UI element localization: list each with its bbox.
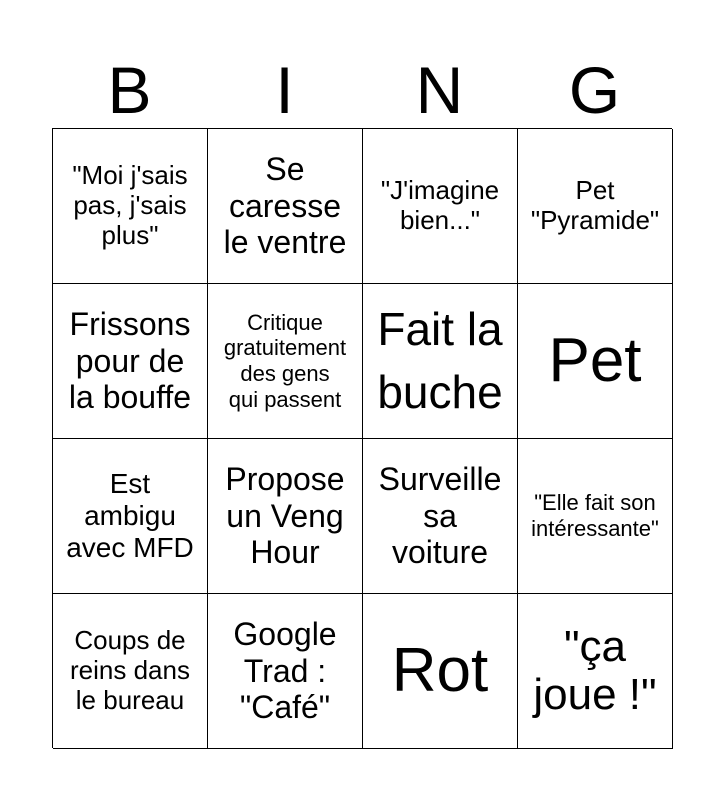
bingo-cell-r4c2[interactable] — [208, 594, 363, 749]
bingo-board — [52, 128, 672, 748]
bingo-cell-r3c1[interactable] — [53, 439, 208, 594]
bingo-cell-r3c2[interactable] — [208, 439, 363, 594]
cell-label: "Moi j'sais pas, j'sais plus" — [72, 160, 188, 250]
bingo-cell-r2c1[interactable] — [53, 284, 208, 439]
bingo-cell-r2c3[interactable] — [363, 284, 518, 439]
bingo-header — [52, 52, 672, 128]
cell-label: Fait la buche — [377, 302, 503, 418]
cell-label: Google Trad : "Café" — [233, 615, 337, 726]
cell-label: "Elle fait son intéressante" — [531, 490, 659, 541]
bingo-cell-r3c3[interactable] — [363, 439, 518, 594]
cell-label: Frissons pour de la bouffe — [68, 305, 192, 416]
header-letter-i: I — [275, 53, 294, 127]
header-letter-b: B — [107, 53, 152, 127]
cell-label: Pet "Pyramide" — [530, 175, 660, 235]
bingo-cell-r4c4[interactable] — [518, 594, 673, 749]
bingo-cell-r2c4[interactable] — [518, 284, 673, 439]
cell-label: Surveille sa voiture — [378, 460, 502, 571]
bingo-cell-r4c3[interactable] — [363, 594, 518, 749]
cell-label: Propose un Veng Hour — [225, 460, 345, 571]
cell-label: Critique gratuitement des gens qui passent — [223, 309, 347, 412]
cell-label: "J'imagine bien..." — [380, 175, 500, 235]
cell-label: Est ambigu avec MFD — [66, 467, 194, 564]
bingo-cell-r1c2[interactable] — [208, 129, 363, 284]
bingo-cell-r2c2[interactable] — [208, 284, 363, 439]
bingo-cell-r1c1[interactable] — [53, 129, 208, 284]
cell-label: Se caresse le ventre — [223, 150, 347, 261]
bingo-cell-r4c1[interactable] — [53, 594, 208, 749]
cell-label: "ça joue !" — [533, 621, 657, 719]
header-letter-n: N — [415, 53, 464, 127]
cell-label: Pet — [548, 325, 642, 395]
bingo-cell-r1c4[interactable] — [518, 129, 673, 284]
cell-label: Rot — [391, 635, 489, 705]
header-letter-g: G — [568, 53, 621, 127]
bingo-cell-r3c4[interactable] — [518, 439, 673, 594]
cell-label: Coups de reins dans le bureau — [70, 625, 190, 715]
bingo-cell-r1c3[interactable] — [363, 129, 518, 284]
